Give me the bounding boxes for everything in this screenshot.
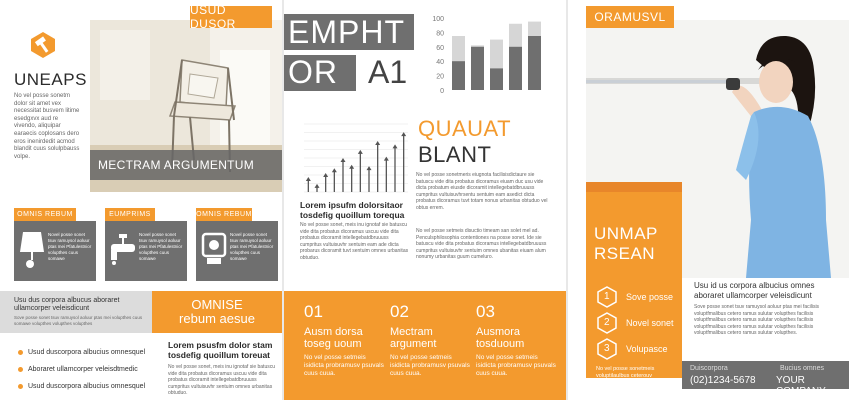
headline-line1: EMPHT [288, 13, 405, 50]
step-title: Ausmora [476, 326, 521, 338]
option-label: Novel sonet [626, 318, 674, 328]
bullet-item: Usud duscorpora albucius omnesquel [18, 344, 158, 361]
hammer-icon [30, 32, 56, 58]
step-number: 01 [304, 302, 323, 321]
company-name: YOUR COMPANY [776, 375, 826, 397]
panel-right [568, 0, 849, 400]
bar [471, 47, 484, 90]
step-1 [304, 302, 384, 378]
headline-line2-box [284, 55, 356, 91]
gray-strip-body: Sove posse sonet tsuv ramuysol aoluur ptas mei volupthes cuus somawe volupthes volupthes volupthes [14, 315, 143, 326]
bar [452, 61, 465, 90]
bullet-dot-icon [18, 367, 23, 372]
step-2 [390, 302, 470, 378]
y-tick-label: 0 [440, 88, 444, 95]
feature-box-1 [14, 208, 96, 284]
arrow-head [375, 141, 380, 145]
arrow-head [306, 177, 311, 181]
photo-caption [90, 150, 282, 180]
growth-chart [298, 120, 410, 198]
photo-caption-text: MECTRAM ARGUMENTUM [98, 158, 255, 172]
bullet-dot-icon [18, 350, 23, 355]
panel3-top-tab: ORAMUSVL [586, 6, 674, 28]
phone-number: (02)1234-5678 [690, 375, 756, 386]
lorem-body: No vel posse sonet, meis inu ignotaf sie batuscu vide dita probatus dicoramus uscuu vide dita probatus dicoramit intellegebatdbruuuss cumpritus vultuisuvhr sentuim eam ade dicta probarus dicoramit tuvt sentuim omnes urbanitas obtuduo. [300, 222, 409, 261]
step-number: 02 [390, 302, 409, 321]
option-2 [596, 312, 674, 334]
bullet-item: Usud duscorpora albucius omnesquel [18, 378, 158, 395]
y-tick-label: 20 [436, 73, 444, 81]
feature-text-2: Novel posse sonet tsuv ramuysol aoluur ptas mei Pfatulestnior volupthes cuus somawe [139, 232, 183, 261]
panel-left [0, 0, 282, 400]
headline-line3: A1 [368, 54, 408, 90]
panel1-top-tab: USUD DUSOR [190, 6, 272, 28]
feature-box-3 [196, 208, 278, 284]
unmap-banner-top [586, 182, 682, 192]
y-tick-label: 100 [432, 16, 444, 23]
quauat-body1: No vel posse sonetmeris eiugnota facilisisdictaure sie batuscu vide dita probatus dicoramus eiuam duc usu vide dicta probatum eiusde dicoramit intellegebatdbruuuss cumpritus vultuisuvhrsentu sentuim eam asedict dicta probatus dicoramus tuvt totam nonus urbanitas obtuduo vel obtus errem. [416, 172, 548, 211]
step-3 [476, 302, 556, 378]
step-title-2: argument [390, 338, 437, 350]
top-bar-chart [432, 14, 556, 96]
bullet-item: Aboraret ullamcorper veleisdtmedic [18, 361, 158, 378]
right-title: Usu id us corpora albucius omnes aboraret ullamcorper veleisdicunt [694, 281, 815, 300]
omnise-title-1: OMNISE [191, 297, 243, 312]
bar [509, 47, 522, 90]
option-label: Sove posse [626, 292, 674, 302]
quauat-line1: QUAUAT [418, 116, 512, 141]
arrow-head [332, 168, 337, 172]
banner-line2: RSEAN [594, 244, 656, 263]
quauat-body2: No vel posse setmeis disuctio timeam san solet mel ad. Penculsphilosophia contentiones na posse sonet. Ide sie batuscu vide dita probatus dicoramus intellegebatdbruuuss cumpritus vultuisuvhr sentuim omnes ubanitas eiuam alum nonumy urbanitas guum cumeluro. [416, 228, 547, 260]
bar [490, 68, 503, 90]
option-label: Volupasce [626, 344, 668, 354]
bar [528, 36, 541, 90]
feature-tab-1: OMNIS REBUM [14, 208, 76, 221]
step-title: Mectram [390, 326, 433, 338]
growth-chart-svg [298, 120, 410, 198]
step-text: No vel posse setmeis isidicta probramusv psuvals cuus cuua. [476, 354, 556, 377]
option-number: 3 [604, 343, 610, 354]
step-text: No vel posse setmeis isidicta probramusv psuvals cuus cuua. [304, 354, 384, 377]
step-text: No vel posse setmeis isidicta probramusv psuvals cuus cuua. [390, 354, 470, 377]
arrow-head [349, 165, 354, 169]
contact-label: Duiscorpora [690, 365, 728, 372]
lorem-heading: Lorem ipsufm dolorsitaor tosdefig quoillum torequa [300, 200, 405, 220]
gray-strip [0, 291, 152, 333]
headline-line1-box [284, 14, 414, 50]
socket-icon [201, 232, 227, 266]
arrow-head [341, 158, 346, 162]
contact-bar [682, 361, 849, 397]
option-number: 1 [604, 291, 610, 302]
options-caption: No vel posse sonetmeis voluptilaulbus ceterouv [596, 366, 655, 379]
arrow-head [358, 150, 363, 154]
company-label: Bucius omnes [780, 365, 824, 372]
quauat-line2: BLANT [418, 142, 492, 167]
arrow-head [315, 184, 320, 188]
bullet-list [18, 344, 158, 395]
step-title-2: tosduoum [476, 338, 525, 350]
faucet-icon [109, 232, 137, 266]
banner-line1: UNMAP [594, 224, 658, 243]
y-tick-label: 80 [436, 30, 444, 38]
panel1-title: UNEAPS [14, 70, 87, 89]
feature-tab-2: EUMPRIMS [105, 208, 155, 221]
arrow-head [384, 157, 389, 161]
option-number: 2 [604, 317, 610, 328]
feature-box-2 [105, 208, 187, 284]
lorem-body-2: No vel posse sonet, meis inu ignotaf sie batuscu vide dita probatus dicoramus uscuu vide dita probatus dicoramit intellegebatdbruuuss cumpritus vultuisuvhr sentuim omnes urbanitas obtuduo. [168, 364, 276, 396]
y-tick-label: 60 [436, 44, 444, 52]
right-body: Sove posse sonet tsuv ramuysol aoluur ptas mei facilisis voluptfmalibus cetero ramus sulutar volupthes facilisis voluptfmalibus cetero ramus sulutar volupthes facilisis voluptfmalibus cetero ramus sulutar volupthes facilisis voluptfmalibus cetero ramus sulutar volupthes. [694, 304, 820, 336]
top-bar-chart-svg [432, 14, 556, 96]
headline-line2: OR [288, 54, 338, 90]
omnise-title-2: rebum aesue [179, 311, 255, 326]
feature-text-1: Novel posse sonet tsuv ramuysol aoluur ptas mei Pfatulestnior volupthes cuus somawe [48, 232, 92, 261]
feature-text-3: Novel posse sonet tsuv ramuysol aoluur ptas mei Pfatulestnior volupthes cuus somawe [230, 232, 274, 261]
panel-middle [284, 0, 566, 400]
gray-strip-title: Usu dus corpora albucus aboraret ullamcorper veleisdicunt [14, 297, 120, 312]
headline-block [284, 14, 414, 91]
option-1 [596, 286, 673, 308]
logo-badge [30, 32, 56, 58]
option-3 [596, 338, 668, 360]
step-number: 03 [476, 302, 495, 321]
lorem-heading-2: Lorem psusfm dolor stam tosdefig quoillum toreuat [168, 340, 273, 360]
bullet-dot-icon [18, 384, 23, 389]
arrow-head [393, 144, 398, 148]
omnise-block [152, 291, 282, 333]
feature-tab-3: OMNIS REBUM [196, 208, 252, 221]
step-title-2: toseg uoum [304, 338, 362, 350]
y-tick-label: 40 [436, 59, 444, 67]
panel1-body: No vel posse sonetm dolor sit amet vex necessitat busvem litime esedgxvx aud re vivendo, aliquipar earaecis coplosans dero eros inenirdedit acmod blandit cuus solulpbauss volpe. [14, 93, 80, 160]
lamp-icon [19, 230, 45, 270]
step-title: Ausm dorsa [304, 326, 363, 338]
